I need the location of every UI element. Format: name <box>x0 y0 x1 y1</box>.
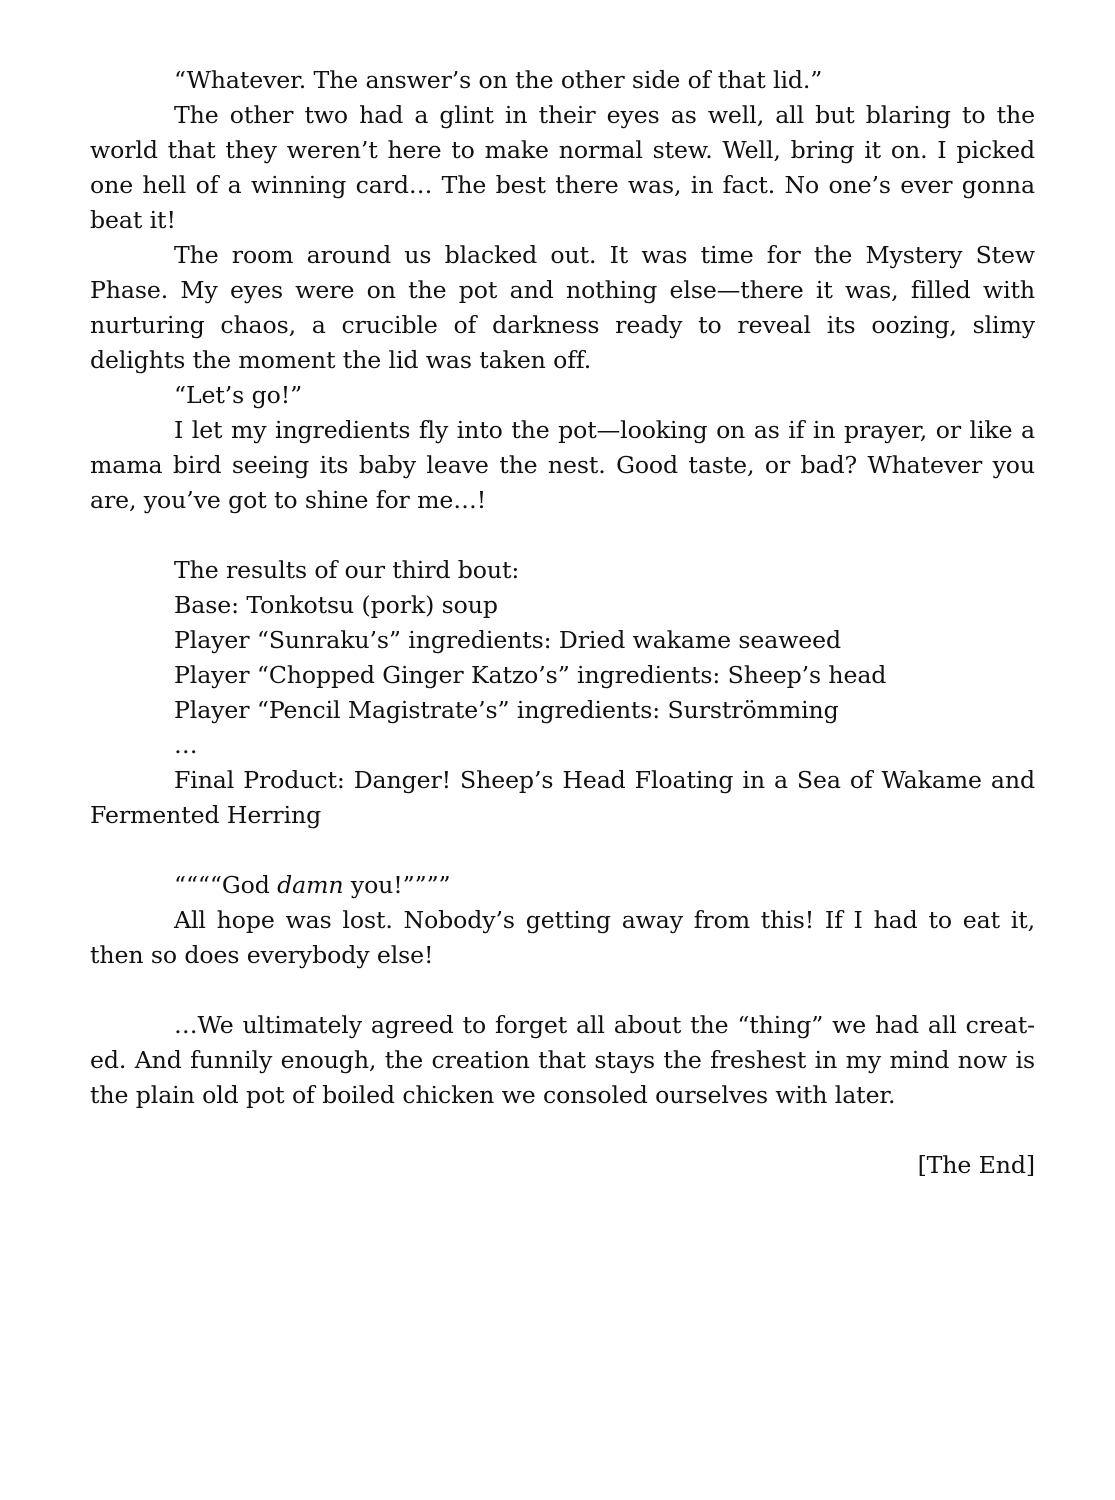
shout-after: you!”””” <box>343 871 451 899</box>
paragraph-ingredients-fly: I let my ingredients fly into the pot—looking on as if in prayer, or like a mama bird seeing its baby leave the nest. Good taste, or bad? Whatever you are, you’ve got to shine for me…! <box>90 416 1035 514</box>
results-base: Base: Tonkotsu (pork) soup <box>174 591 498 619</box>
paragraph-glint: The other two had a glint in their eyes as well, all but blaring to the world that they weren’t here to make normal stew. Well, bring it on. I picked one hell of a winning card… The best there was, in fact. No one’s ever gonna beat it! <box>90 101 1035 234</box>
paragraph-room-blacked-out: The room around us blacked out. It was time for the Mystery Stew Phase. My eyes were on the pot and nothing else—there it was, filled with nurturing chaos, a crucible of darkness ready to reveal its oozing, slimy delights the moment the lid was taken off. <box>90 241 1035 374</box>
end-mark: [The End] <box>917 1151 1035 1179</box>
spacer <box>90 1113 1035 1148</box>
results-heading: The results of our third bout: <box>174 556 520 584</box>
shout-emphasis: damn <box>277 871 344 899</box>
results-pencil: Player “Pencil Magistrate’s” ingredients: Surströmming <box>174 696 839 724</box>
results-sunraku: Player “Sunraku’s” ingredients: Dried wakame seaweed <box>174 626 842 654</box>
document-page <box>90 63 1035 1183</box>
results-final-product: Final Product: Danger! Sheep’s Head Floating in a Sea of Wakame and Fermented Herring <box>90 766 1035 829</box>
shout-before: ““““God <box>174 871 278 899</box>
spacer <box>90 973 1035 1008</box>
spacer <box>90 518 1035 553</box>
dialogue-shout <box>90 868 1035 903</box>
results-block <box>90 553 1035 833</box>
results-katzo: Player “Chopped Ginger Katzo’s” ingredients: Sheep’s head <box>174 661 887 689</box>
paragraph-ultimately: …We ultimately agreed to forget all about the “thing” we had all creat-ed. And funnily enough, the creation that stays the freshest in my mind now is the plain old pot of boiled chicken we consoled ourselves with later. <box>90 1011 1035 1109</box>
results-ellipsis: … <box>174 731 198 759</box>
dialogue-lets-go: “Let’s go!” <box>174 381 303 409</box>
spacer <box>90 833 1035 868</box>
dialogue-whatever: “Whatever. The answer’s on the other side of that lid.” <box>174 66 823 94</box>
paragraph-hope-lost: All hope was lost. Nobody’s getting away from this! If I had to eat it, then so does everybody else! <box>90 906 1035 969</box>
